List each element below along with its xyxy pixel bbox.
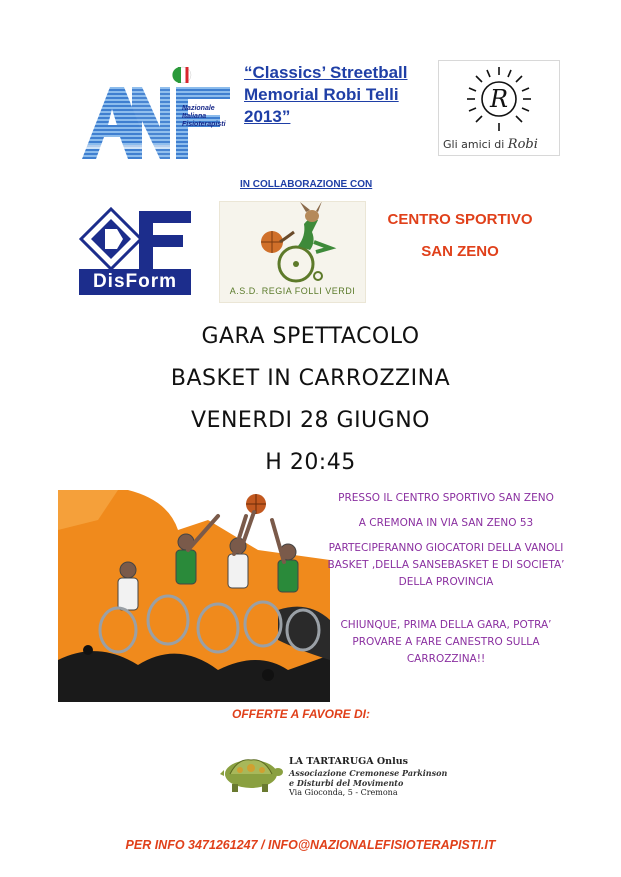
heading-line-2: BASKET IN CARROZZINA bbox=[170, 366, 451, 391]
wheelchair-basketball-photo bbox=[58, 490, 330, 702]
anf-subtitle-line: Nazionale bbox=[182, 105, 215, 112]
heading-line-3: VENERDI 28 GIUGNO bbox=[191, 408, 430, 433]
event-info bbox=[325, 490, 567, 668]
tartaruga-line-1: Associazione Cremonese Parkinson bbox=[289, 768, 448, 778]
tartaruga-text bbox=[289, 756, 447, 798]
centro-sportivo bbox=[370, 204, 550, 268]
tartaruga-title: LA TARTARUGA Onlus bbox=[289, 756, 408, 767]
tartaruga-line-2: e Disturbi del Movimento bbox=[289, 778, 404, 788]
disform-label: DisForm bbox=[79, 269, 191, 295]
anf-subtitle-line: Fisioterapisti bbox=[182, 121, 226, 128]
info-participants: PARTECIPERANNO GIOCATORI DELLA VANOLI BASKET ,DELLA SANSEBASKET E DI SOCIETA’ DELLA PROVINCIA bbox=[327, 542, 565, 588]
robi-monogram: R bbox=[489, 85, 509, 113]
donations-label: OFFERTE A FAVORE DI: bbox=[232, 707, 371, 721]
event-title-line-1: “Classics’ Streetball bbox=[244, 63, 408, 82]
wheelchair-basketball-illustration bbox=[58, 490, 330, 702]
anf-logo bbox=[80, 65, 240, 161]
collaboration-label: IN COLLABORAZIONE CON bbox=[240, 179, 373, 190]
sun-icon bbox=[439, 61, 559, 141]
heading-line-4: H 20:45 bbox=[265, 450, 356, 475]
centro-line-1: CENTRO SPORTIVO bbox=[387, 211, 533, 228]
tartaruga-address: Via Gioconda, 5 - Cremona bbox=[289, 788, 398, 797]
info-invitation: CHIUNQUE, PRIMA DELLA GARA, POTRA’ PROVARE A FARE CANESTRO SULLA CARROZZINA!! bbox=[340, 619, 552, 665]
info-address: A CREMONA IN VIA SAN ZENO 53 bbox=[358, 517, 534, 529]
info-location: PRESSO IL CENTRO SPORTIVO SAN ZENO bbox=[338, 492, 554, 504]
event-title-line-3: 2013” bbox=[244, 107, 291, 126]
turtle-icon bbox=[218, 748, 284, 794]
amici-di-robi-text bbox=[443, 137, 538, 152]
tartaruga-logo bbox=[218, 748, 284, 794]
disform-logo bbox=[77, 207, 197, 299]
centro-line-2: SAN ZENO bbox=[421, 243, 499, 260]
asd-label: A.S.D. REGIA FOLLI VERDI bbox=[229, 286, 356, 296]
contact-info: PER INFO 3471261247 / INFO@NAZIONALEFISIOTERAPISTI.IT bbox=[125, 838, 496, 852]
disform-mark-icon bbox=[77, 207, 197, 271]
amici-di-robi-logo bbox=[438, 60, 560, 156]
asd-logo bbox=[219, 201, 366, 303]
anf-subtitle-line: Italiana bbox=[182, 113, 207, 120]
heading-line-1: GARA SPETTACOLO bbox=[201, 324, 420, 349]
wheelchair-player-icon bbox=[220, 202, 365, 284]
event-title bbox=[244, 62, 434, 128]
main-heading bbox=[0, 316, 621, 484]
amici-di-label: Gli amici di bbox=[443, 138, 505, 151]
anf-subtitle bbox=[182, 105, 240, 129]
robi-signature: Robi bbox=[507, 137, 538, 152]
event-title-line-2: Memorial Robi Telli bbox=[244, 85, 399, 104]
